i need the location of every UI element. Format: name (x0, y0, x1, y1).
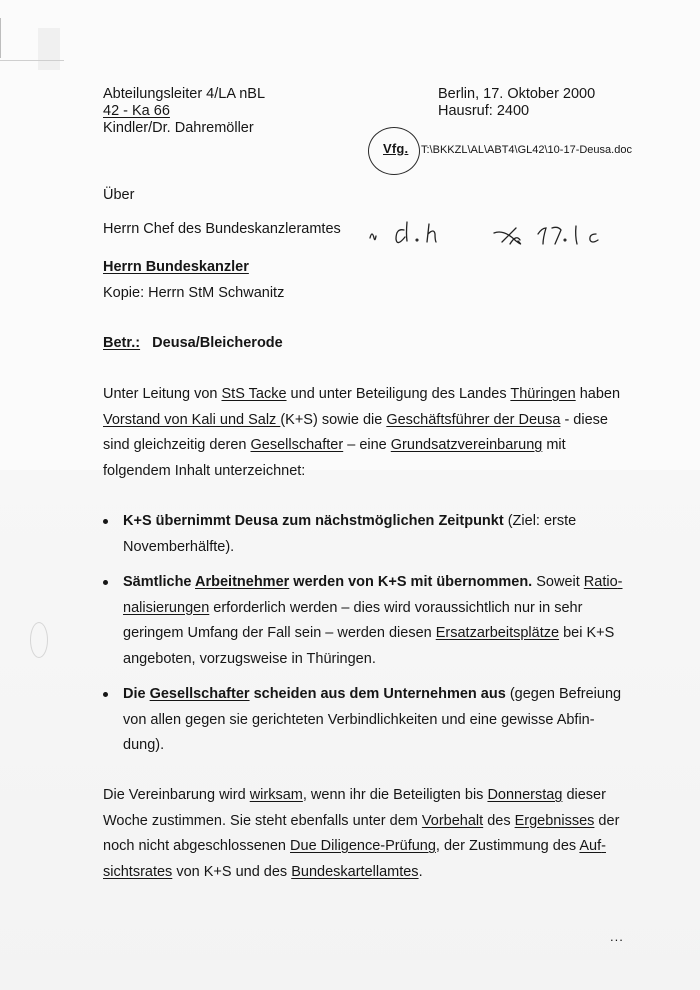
intro-sts-tacke: StS Tacke (221, 386, 287, 402)
sender-names: Kindler/Dr. Dahremöller (103, 120, 254, 136)
subject-line (103, 334, 283, 352)
closing-text: . (418, 863, 423, 880)
bullet-2-text: bei K+S angeboten, vorzugsweise in Thüringen. (123, 625, 615, 667)
subject-label: Betr.: (103, 335, 141, 351)
bullet-icon (103, 580, 108, 585)
closing-text: , wenn ihr die Beteiligten bis (302, 787, 488, 803)
bullet-2-ersatzarbeitsplaetze: Ersatzarbeitsplätze (435, 625, 560, 641)
closing-text: Die Vereinbarung wird (103, 787, 250, 803)
intro-paragraph (103, 382, 623, 484)
intro-geschaeftsfuehrer: Geschäftsführer der Deusa (386, 411, 561, 428)
bullet-3-text: (gegen Befreiung von allen gegen sie gerichteten Verbindlichkeiten und eine gewisse Abfindung). (123, 686, 622, 753)
bullet-2-bold: werden von K+S mit übernommen. (289, 574, 533, 590)
closing-donnerstag: Donnerstag (487, 787, 563, 803)
bullet-3-bold: scheiden aus dem Unternehmen aus (249, 686, 506, 702)
closing-wirksam: wirksam (249, 787, 303, 803)
scan-mark (38, 28, 60, 70)
closing-vorbehalt: Vorbehalt (421, 812, 484, 829)
intro-text: haben (575, 386, 621, 402)
intro-text: – eine (343, 437, 391, 453)
continuation-marker: ... (610, 929, 624, 944)
subject-text: Deusa/Bleicherode (152, 335, 283, 351)
sender-reference: 42 - Ka 66 (103, 103, 170, 119)
closing-text: des (483, 812, 515, 829)
closing-text: dieser Woche zustimmen. Sie steht ebenfalls unter dem (103, 787, 606, 829)
intro-text: (K+S) sowie die (280, 411, 387, 428)
bullet-2-bold: Sämtliche (123, 574, 195, 590)
closing-bundeskartellamt: Bundeskartellamtes (291, 863, 419, 880)
bullet-2-text: erforderlich werden – dies wird voraussichtlich nur in sehr geringem Umfang der Fall sein – werden diesen (123, 599, 583, 641)
intro-text: Unter Leitung von (103, 386, 222, 402)
intro-thueringen: Thüringen (510, 386, 576, 402)
bullet-1-bold: K+S übernimmt Deusa zum nächstmöglichen Zeitpunkt (123, 513, 504, 529)
closing-ergebnisses: Ergebnisses (514, 812, 595, 829)
intro-text: mit folgendem Inhalt unterzeichnet: (103, 437, 566, 479)
bullet-icon (103, 692, 108, 697)
bullet-3-bold: Die (123, 686, 150, 702)
sender-department: Abteilungsleiter 4/LA nBL (103, 86, 266, 102)
closing-text: von K+S und des (172, 863, 292, 880)
bullet-3-gesellschafter: Gesellschafter (149, 686, 250, 702)
closing-paragraph (103, 783, 623, 885)
place-date: Berlin, 17. Oktober 2000 (438, 86, 596, 102)
bullet-icon (103, 519, 108, 524)
intro-grundsatzvereinbarung: Grundsatzvereinbarung (390, 437, 543, 453)
closing-text: , der Zustimmung des (435, 838, 580, 854)
bullet-1-text: (Ziel: erste Novemberhälfte). (123, 513, 577, 555)
via-label: Über (103, 187, 135, 203)
bullet-2-rationalisierungen: Rationalisierungen (123, 574, 623, 616)
bullet-2-text: Soweit (532, 574, 584, 590)
intro-kali-salz: Vorstand von Kali und Salz (103, 411, 281, 428)
vfg-stamp: Vfg. (383, 141, 409, 156)
list-item (103, 682, 623, 759)
main-recipient: Herrn Bundeskanzler (103, 259, 249, 275)
copy-recipient: Kopie: Herrn StM Schwanitz (103, 285, 285, 301)
handwritten-initials (362, 216, 662, 256)
agreement-points (103, 509, 623, 769)
list-item (103, 509, 623, 560)
intro-text: - diese sind gleichzeitig deren (103, 411, 608, 453)
closing-text: der noch nicht abgeschlossenen (103, 812, 620, 854)
list-item (103, 570, 623, 672)
punch-hole (30, 622, 48, 658)
left-edge-mark (0, 18, 1, 58)
extension-number: Hausruf: 2400 (438, 103, 530, 119)
intro-gesellschafter: Gesellschafter (250, 437, 344, 453)
file-path: T:\BKKZL\AL\ABT4\GL42\10-17-Deusa.doc (421, 144, 632, 156)
intro-text: und unter Beteiligung des Landes (286, 386, 511, 402)
closing-due-diligence: Due Diligence-Prüfung (290, 838, 436, 854)
bullet-2-arbeitnehmer: Arbeitnehmer (195, 574, 290, 590)
left-rule (0, 60, 64, 61)
closing-aufsichtsrates: Aufsichtsrates (103, 838, 606, 880)
chief-recipient: Herrn Chef des Bundeskanzleramtes (103, 221, 341, 237)
